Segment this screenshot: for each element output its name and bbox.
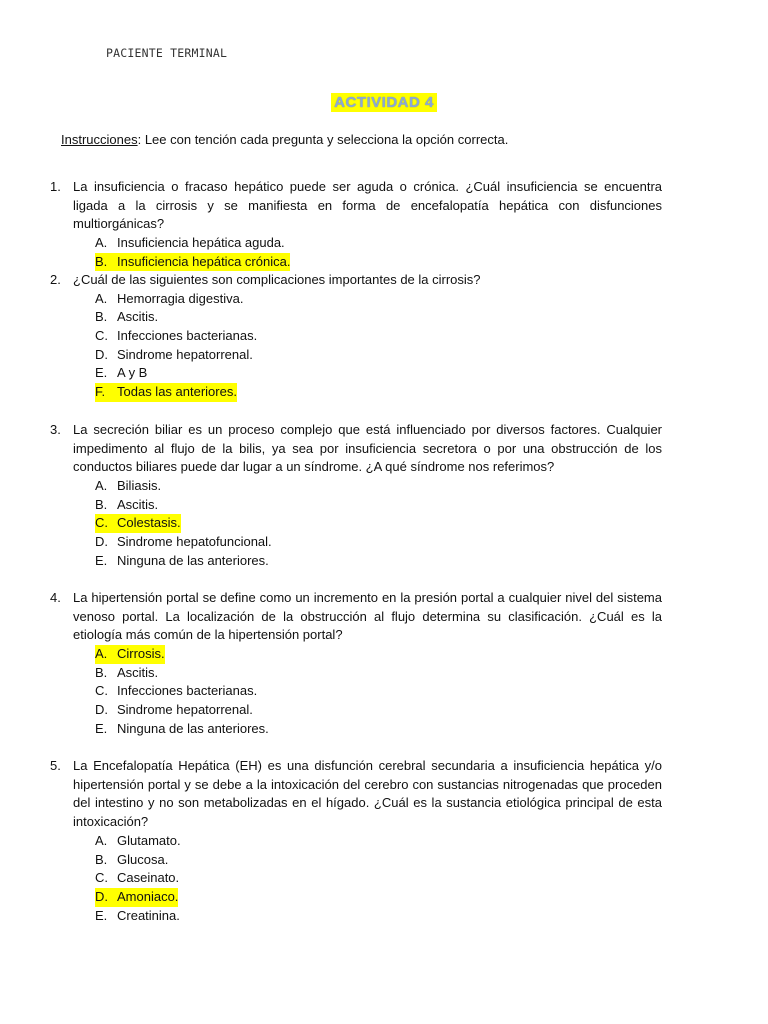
option-letter: C.	[95, 328, 108, 344]
option-letter: C.	[95, 870, 108, 886]
option-d[interactable]	[95, 701, 662, 720]
option-c[interactable]	[95, 327, 662, 346]
option-e[interactable]	[95, 364, 662, 383]
option-letter: B.	[95, 851, 108, 867]
option-text: Ninguna de las anteriores.	[117, 720, 269, 736]
answer-highlight	[95, 645, 165, 664]
question-3	[50, 421, 662, 571]
answer-highlight	[95, 514, 181, 533]
option-text: Insuficiencia hepática crónica.	[117, 253, 291, 269]
option-letter: D.	[95, 702, 108, 718]
option-letter: B.	[95, 253, 108, 269]
question-5	[50, 757, 662, 925]
option-text: Cirrosis.	[117, 646, 165, 662]
question-4	[50, 589, 662, 739]
option-b-selected[interactable]	[95, 253, 662, 272]
option-letter: F.	[95, 384, 106, 400]
option-letter: A.	[95, 832, 108, 848]
title-text: ACTIVIDAD 4	[331, 93, 437, 112]
page-title	[0, 94, 768, 113]
option-text: Infecciones bacterianas.	[117, 328, 258, 344]
option-letter: E.	[95, 552, 108, 568]
option-text: Sindrome hepatofuncional.	[117, 534, 272, 550]
option-letter: E.	[95, 365, 108, 381]
question-number: 2.	[50, 272, 61, 287]
option-c[interactable]	[95, 869, 662, 888]
question-text: La Encefalopatía Hepática (EH) es una disfunción cerebral secundaria a insuficiencia hepática y/o hipertensión portal y se debe a la intoxicación del cerebro con sustancias nitrogenadas que proceden del intestino y no son metabolizadas en el hígado. ¿Cuál es la sustancia etiológica principal de esta intoxicación?	[73, 758, 662, 830]
option-text: Ascitis.	[117, 309, 159, 325]
option-list	[95, 645, 662, 738]
option-text: Caseinato.	[117, 870, 180, 886]
instructions	[61, 131, 721, 150]
option-a[interactable]	[95, 832, 662, 851]
question-text: ¿Cuál de las siguientes son complicaciones importantes de la cirrosis?	[73, 272, 481, 287]
question-2	[50, 271, 662, 402]
option-text: Glucosa.	[117, 851, 169, 867]
option-text: Amoniaco.	[117, 888, 179, 904]
option-letter: A.	[95, 478, 108, 494]
option-b[interactable]	[95, 308, 662, 327]
page-header: PACIENTE TERMINAL	[106, 46, 228, 60]
option-text: Colestasis.	[117, 515, 181, 531]
option-d[interactable]	[95, 346, 662, 365]
question-text: La secreción biliar es un proceso complejo que está influenciado por diversos factores. Cualquier impedimento al flujo de la bilis, ya sea por insuficiencia secretora o por una obstrucción de los conductos biliares puede dar lugar a un síndrome. ¿A qué síndrome nos referimos?	[73, 422, 662, 475]
option-list	[95, 832, 662, 925]
option-a[interactable]	[95, 477, 662, 496]
option-letter: E.	[95, 907, 108, 923]
answer-highlight	[95, 888, 178, 907]
question-number: 4.	[50, 590, 61, 605]
option-text: Biliasis.	[117, 478, 162, 494]
option-text: Ninguna de las anteriores.	[117, 552, 269, 568]
option-text: Ascitis.	[117, 496, 159, 512]
option-letter: B.	[95, 496, 108, 512]
option-text: Sindrome hepatorrenal.	[117, 346, 253, 362]
option-text: Todas las anteriores.	[117, 384, 237, 400]
question-number: 5.	[50, 758, 61, 773]
option-list	[95, 234, 662, 271]
question-text: La insuficiencia o fracaso hepático puede ser aguda o crónica. ¿Cuál insuficiencia se encuentra ligada a la cirrosis y se manifiesta en forma de encefalopatía hepática con disfunciones multiorgánicas?	[73, 179, 662, 232]
option-a[interactable]	[95, 234, 662, 253]
option-e[interactable]	[95, 552, 662, 571]
option-e[interactable]	[95, 720, 662, 739]
option-letter: A.	[95, 646, 108, 662]
option-b[interactable]	[95, 496, 662, 515]
option-text: Glutamato.	[117, 832, 181, 848]
option-text: Infecciones bacterianas.	[117, 683, 258, 699]
option-d-selected[interactable]	[95, 888, 662, 907]
option-letter: B.	[95, 309, 108, 325]
question-1	[50, 178, 662, 271]
option-b[interactable]	[95, 664, 662, 683]
option-letter: D.	[95, 888, 108, 904]
option-letter: C.	[95, 683, 108, 699]
option-letter: A.	[95, 235, 108, 251]
option-letter: D.	[95, 534, 108, 550]
question-number: 1.	[50, 179, 61, 194]
option-list	[95, 290, 662, 402]
option-a-selected[interactable]	[95, 645, 662, 664]
option-letter: A.	[95, 290, 108, 306]
option-list	[95, 477, 662, 570]
option-text: Creatinina.	[117, 907, 180, 923]
option-letter: C.	[95, 515, 108, 531]
option-text: Insuficiencia hepática aguda.	[117, 235, 285, 251]
option-text: A y B	[117, 365, 148, 381]
answer-highlight	[95, 253, 290, 272]
instructions-text: : Lee con tención cada pregunta y selecciona la opción correcta.	[137, 132, 509, 147]
option-text: Ascitis.	[117, 664, 159, 680]
question-number: 3.	[50, 422, 61, 437]
option-c-selected[interactable]	[95, 514, 662, 533]
question-text: La hipertensión portal se define como un incremento en la presión portal a cualquier nivel del sistema venoso portal. La localización de la obstrucción al flujo determina su clasificación. ¿Cuál es la etiología más común de la hipertensión portal?	[73, 590, 662, 643]
option-letter: B.	[95, 664, 108, 680]
answer-highlight	[95, 383, 237, 402]
option-text: Sindrome hepatorrenal.	[117, 702, 253, 718]
option-b[interactable]	[95, 851, 662, 870]
option-e[interactable]	[95, 907, 662, 926]
option-a[interactable]	[95, 290, 662, 309]
option-d[interactable]	[95, 533, 662, 552]
instructions-label: Instrucciones	[61, 132, 138, 147]
option-text: Hemorragia digestiva.	[117, 290, 244, 306]
option-letter: D.	[95, 346, 108, 362]
option-letter: E.	[95, 720, 108, 736]
option-f-selected[interactable]	[95, 383, 662, 402]
option-c[interactable]	[95, 682, 662, 701]
